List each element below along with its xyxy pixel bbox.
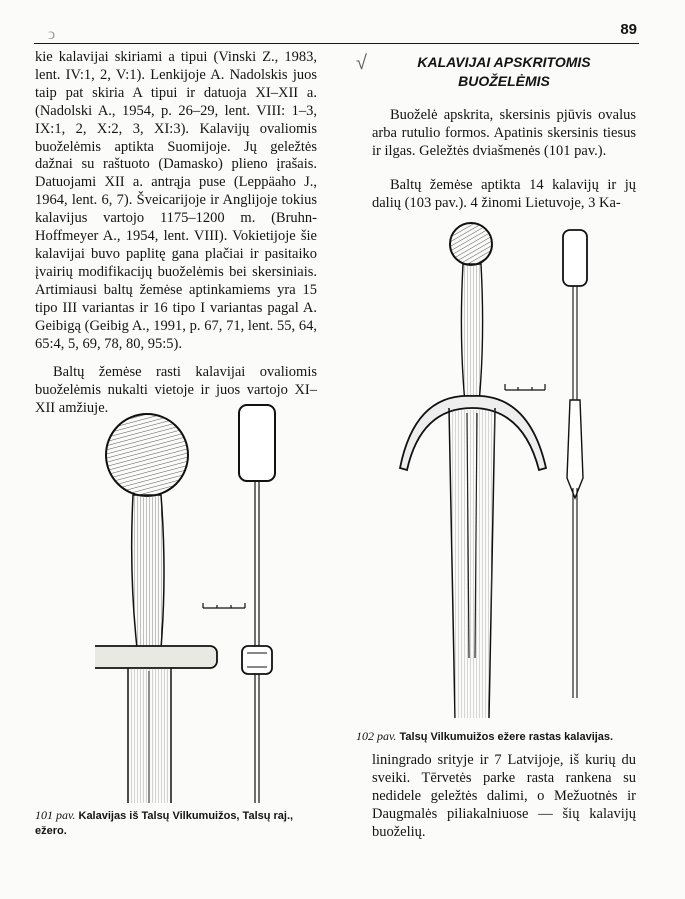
figure-101 <box>95 403 295 808</box>
caption-101 <box>35 808 325 839</box>
right-paragraph-1: Buoželė apskrita, skersinis pjūvis ovalus arba rutulio formos. Apatinis skersinis tiesus ir ilgas. Geležtės dviašmenės (101 pav.). <box>372 107 636 159</box>
header-rule <box>34 43 639 44</box>
caption-102 <box>356 729 646 745</box>
margin-check-mark: √ <box>356 52 367 74</box>
left-paragraph-1: kie kalavijai skiriami a tipui (Vinski Z., 1983, lent. IV:1, 2, V:1). Lenkijoje A. Nadolskis juos taip pat skiria A tipui ir datuoja XI–XII a. (Nadolski A., 1954, p. 26–29, lent. VIII: 1–3, IX:1, 2, X:2, 3, XI:3). Kalavijų ovaliomis buoželėmis aptikta Suomijoje. Jų geležtės dažnai su raštuoto (Damasko) plieno įrašais. Datuojami XII a. antrąja puse (Leppäaho J., 1964, lent. 6, 7). Šveicarijoje ir Anglijoje tokius kalavijus vartojo 1175–1200 m. (Bruhn-Hoffmeyer A., 1954, lent. VIII). Vokietijoje šie kalavijai buvo paplitę gana plačiai ir pasitaiko įvairių modifikacijų buoželėmis bei skersiniais. Artimiausi baltų žemėse aptinkamiems yra 15 tipo III variantas ir 16 tipo I variantas pagal A. Geibigą (Geibig A., 1991, p. 67, 71, lent. 55, 64, 65:4, 5, 69, 78, 80, 95:5). <box>35 49 317 352</box>
right-paragraph-3: liningrado srityje ir 7 Latvijoje, iš kurių du sveiki. Tērvetės parke rasta rankena su nedidele geležtės dalimi, o Mežuotnės ir Daugmalės piliakalniuose — šių kalavijų buoželių. <box>372 752 636 840</box>
page-number: 89 <box>620 21 637 38</box>
caption-101-text: Kalavijas iš Talsų Vilkumuižos, Talsų raj., ežero. <box>35 810 294 837</box>
caption-101-number: 101 pav. <box>35 808 76 822</box>
section-title-line-1: KALAVIJAI APSKRITOMIS <box>417 54 591 70</box>
right-paragraph-2: Baltų žemėse aptikta 14 kalavijų ir jų dalių (103 pav.). 4 žinomi Lietuvoje, 3 Ka- <box>372 177 636 211</box>
section-title-line-2: BUOŽELĖMIS <box>458 73 550 89</box>
curved-crossguard-sword-icon <box>395 218 605 718</box>
round-pommel-sword-icon <box>95 403 295 803</box>
figure-102 <box>395 218 605 723</box>
margin-pencil-mark: ↄ <box>48 26 56 43</box>
caption-102-text: Talsų Vilkumuižos ežere rastas kalavijas. <box>399 731 614 743</box>
section-title <box>372 53 636 91</box>
left-paragraph-2: Baltų žemėse rasti kalavijai ovaliomis buoželėmis nukalti vietoje ir juos vartojo XI–XII amžiuje. <box>35 364 317 416</box>
caption-102-number: 102 pav. <box>356 729 397 743</box>
